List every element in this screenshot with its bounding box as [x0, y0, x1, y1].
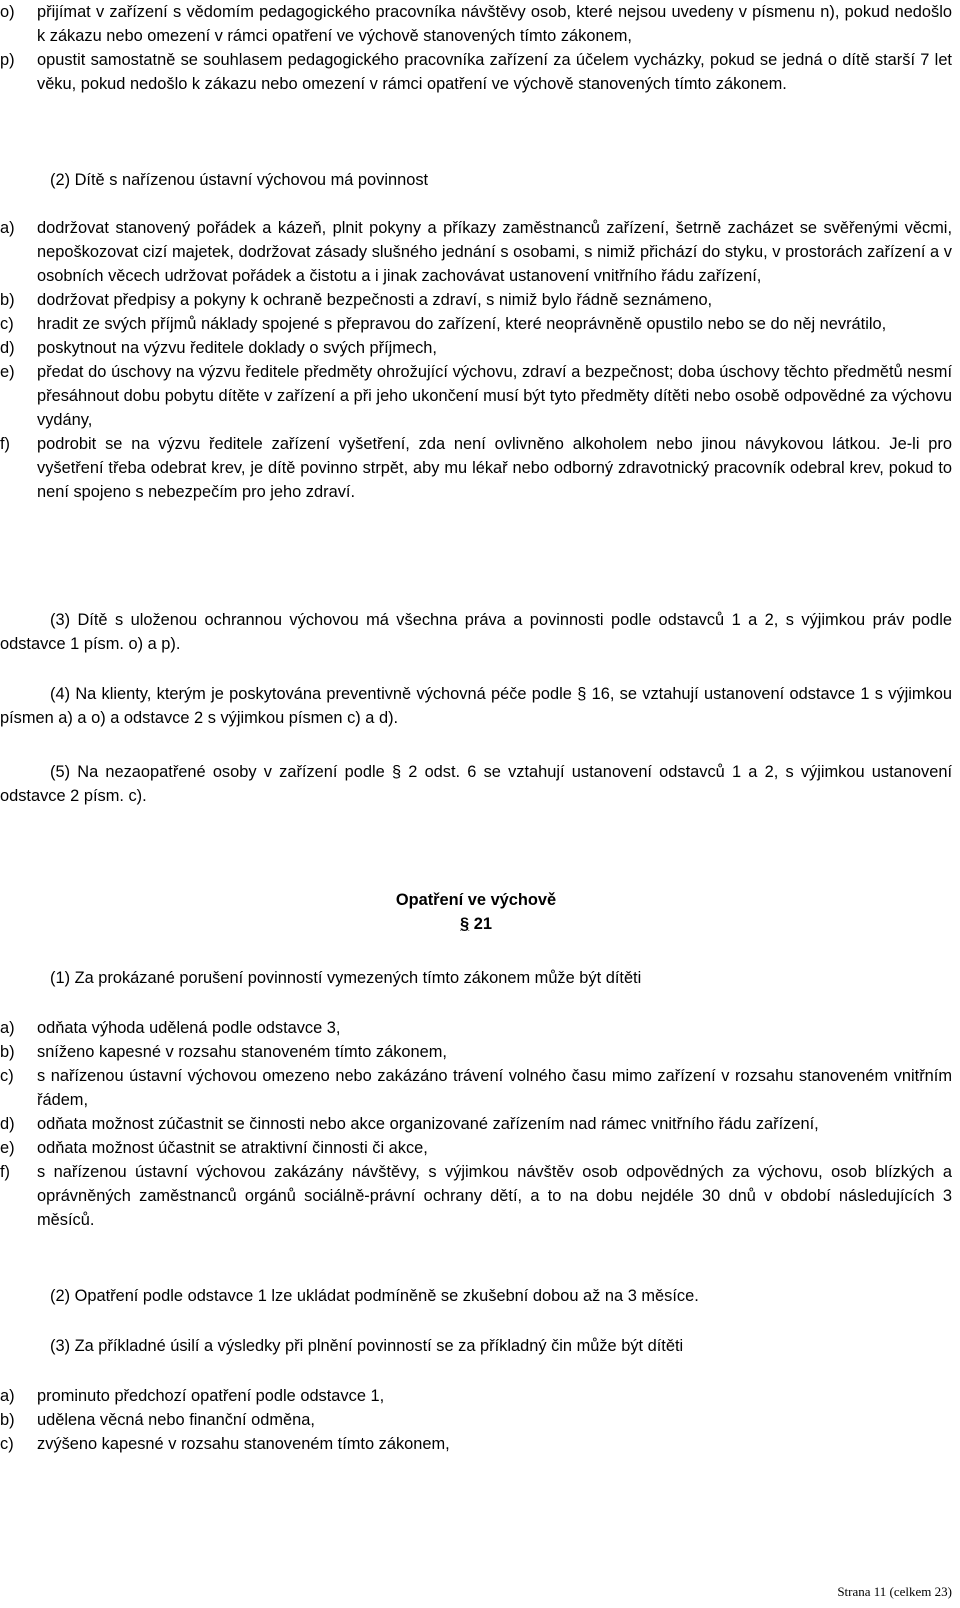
- page-number-footer: Strana 11 (celkem 23): [837, 1584, 952, 1599]
- list-item-text: poskytnout na výzvu ředitele doklady o svých příjmech,: [37, 339, 437, 357]
- section-symbol: §: [391, 763, 402, 781]
- list-marker: b): [0, 291, 15, 309]
- paragraph-3: [0, 608, 952, 656]
- paragraph-3-text: (3) Dítě s uloženou ochrannou výchovou má všechna práva a povinnosti podle odstavců 1 a 2, s výjimkou práv podle odstavce 1 písm. o) a p).: [0, 611, 952, 653]
- list-marker: a): [0, 1019, 15, 1037]
- list-item-text: sníženo kapesné v rozsahu stanoveném tímto zákonem,: [37, 1043, 447, 1061]
- list-marker: f): [0, 435, 11, 453]
- list-item-text: odňata možnost účastnit se atraktivní činnosti či akce,: [37, 1139, 428, 1157]
- list-item: [0, 1040, 952, 1064]
- list-item: [0, 1384, 952, 1408]
- paragraph-4-suffix: 16, se vztahují ustanovení odstavce 1 s výjimkou písmen a) a o) a odstavce 2 s výjimkou písmen c) a d).: [0, 685, 953, 727]
- list-marker: c): [0, 1435, 14, 1453]
- list-item: [0, 432, 952, 504]
- list-marker: c): [0, 1067, 14, 1085]
- list-marker: o): [0, 3, 15, 21]
- list-item: [0, 1112, 952, 1136]
- list-marker: p): [0, 51, 15, 69]
- paragraph-4-prefix: (4) Na klienty, kterým je poskytována preventivně výchovná péče podle: [50, 685, 578, 703]
- list-item: [0, 216, 952, 288]
- paragraph-5: [0, 760, 952, 808]
- list-item-text: prominuto předchozí opatření podle odstavce 1,: [37, 1387, 385, 1405]
- list-item-text: s nařízenou ústavní výchovou omezeno nebo zakázáno trávení volného času mimo zařízení v rozsahu stanoveném vnitřním řádem,: [37, 1067, 952, 1109]
- paragraph-5-prefix: (5) Na nezaopatřené osoby v zařízení podle: [50, 763, 392, 781]
- list-marker: b): [0, 1043, 15, 1061]
- list-marker: a): [0, 1387, 15, 1405]
- list-item: [0, 312, 952, 336]
- list-item-text: s nařízenou ústavní výchovou zakázány návštěvy, s výjimkou návštěv osob odpovědných za výchovu, osob blízkých a oprávněných zaměstnanců orgánů sociálně-právní ochrany dětí, a to na dobu nejdéle 30 dnů v období následujících 3 měsíců.: [37, 1163, 952, 1229]
- paragraph-4: [0, 682, 952, 730]
- list-item-text: odňata výhoda udělená podle odstavce 3,: [37, 1019, 341, 1037]
- list-marker: d): [0, 1115, 15, 1133]
- list-item-text: opustit samostatně se souhlasem pedagogického pracovníka zařízení za účelem vycházky, pokud se jedná o dítě starší 7 let věku, pokud nedošlo k zákazu nebo omezení v rámci opatření ve výchově stanovených tímto zákonem.: [37, 51, 952, 93]
- section-symbol: §: [460, 915, 470, 933]
- paragraph-2-intro: (2) Dítě s nařízenou ústavní výchovou má povinnost: [50, 171, 429, 189]
- list-item-text: hradit ze svých příjmů náklady spojené s přepravou do zařízení, které neoprávněně opustilo nebo se do něj nevrátilo,: [37, 315, 887, 333]
- list-item: [0, 1064, 952, 1112]
- section-number: § 21: [460, 915, 492, 933]
- duties-list: [0, 216, 952, 504]
- list-item-text: udělena věcná nebo finanční odměna,: [37, 1411, 315, 1429]
- list-item: [0, 1136, 952, 1160]
- list-item-text: odňata možnost zúčastnit se činnosti nebo akce organizované zařízením nad rámec vnitřního řádu zařízení,: [37, 1115, 819, 1133]
- rights-list-continued: [0, 0, 952, 96]
- section-title: Opatření ve výchově: [395, 891, 557, 909]
- measures-list: [0, 1016, 952, 1232]
- list-item: [0, 1016, 952, 1040]
- list-marker: e): [0, 363, 15, 381]
- list-marker: a): [0, 219, 15, 237]
- rewards-list: [0, 1384, 952, 1456]
- list-item-text: přijímat v zařízení s vědomím pedagogického pracovníka návštěvy osob, které nejsou uvedeny v písmenu n), pokud nedošlo k zákazu nebo omezení v rámci opatření ve výchově stanovených tímto zákonem,: [37, 3, 952, 45]
- s21-paragraph-1-intro: (1) Za prokázané porušení povinností vymezených tímto zákonem může být dítěti: [50, 969, 642, 987]
- list-item-text: podrobit se na výzvu ředitele zařízení vyšetření, zda není ovlivněno alkoholem nebo jinou návykovou látkou. Je-li pro vyšetření třeba odebrat krev, je dítě povinno strpět, aby mu lékař nebo odborný zdravotnický pracovník odebral krev, pokud to není spojeno s nebezpečím pro jeho zdraví.: [37, 435, 952, 501]
- s21-paragraph-2: (2) Opatření podle odstavce 1 lze ukládat podmíněně se zkušební dobou až na 3 měsíce.: [50, 1287, 699, 1305]
- list-marker: d): [0, 339, 15, 357]
- list-marker: b): [0, 1411, 15, 1429]
- list-item-text: zvýšeno kapesné v rozsahu stanoveném tímto zákonem,: [37, 1435, 450, 1453]
- list-item: [0, 288, 952, 312]
- s21-paragraph-3-intro: (3) Za příkladné úsilí a výsledky při plnění povinností se za příkladný čin může být dítěti: [50, 1337, 684, 1355]
- list-item-text: dodržovat stanovený pořádek a kázeň, plnit pokyny a příkazy zaměstnanců zařízení, šetrně zacházet se svěřenými věcmi, nepoškozovat cizí majetek, dodržovat zásady slušného jednání s osobami, s nimiž přichází do styku, v prostorách zařízení a v osobních věcech udržovat pořádek a čistotu a i jinak zachovávat ustanovení vnitřního řádu zařízení,: [37, 219, 952, 285]
- list-item: [0, 336, 952, 360]
- list-item-text: předat do úschovy na výzvu ředitele předměty ohrožující výchovu, zdraví a bezpečnost; doba úschovy těchto předmětů nesmí přesáhnout dobu pobytu dítěte v zařízení a při jeho ukončení musí být tyto předměty dítěti nebo osobě odpovědné za výchovu vydány,: [37, 363, 952, 429]
- list-item: [0, 1408, 952, 1432]
- list-item: [0, 1432, 952, 1456]
- list-item: [0, 1160, 952, 1232]
- paragraph-5-suffix: 2 odst. 6 se vztahují ustanovení odstavců 1 a 2, s výjimkou ustanovení odstavce 2 písm. c).: [0, 763, 952, 805]
- list-item: [0, 360, 952, 432]
- list-marker: e): [0, 1139, 15, 1157]
- list-marker: f): [0, 1163, 11, 1181]
- list-item-text: dodržovat předpisy a pokyny k ochraně bezpečnosti a zdraví, s nimiž bylo řádně seznámeno,: [37, 291, 713, 309]
- list-item: [0, 0, 952, 48]
- section-symbol: §: [577, 685, 587, 703]
- list-marker: c): [0, 315, 14, 333]
- list-item: [0, 48, 952, 96]
- section-heading: [0, 888, 952, 936]
